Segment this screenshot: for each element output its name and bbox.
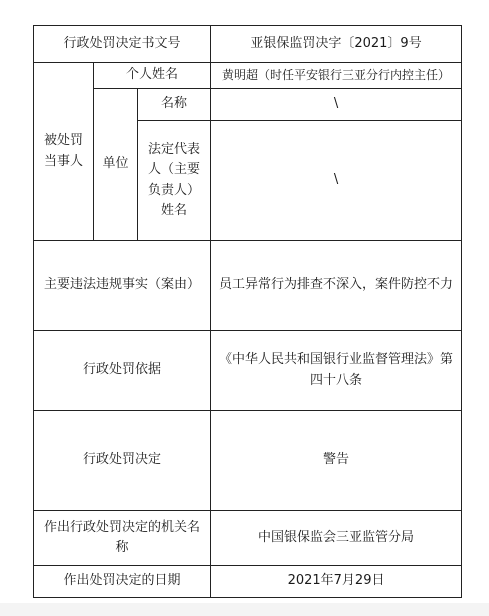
- penalty-table: [33, 25, 462, 598]
- date-label: 作出处罚决定的日期: [34, 566, 211, 598]
- authority-label: 作出行政处罚决定的机关名称: [34, 511, 211, 566]
- date-value: 2021年7月29日: [211, 566, 462, 598]
- row-individual-name: [34, 63, 462, 89]
- row-basis: [34, 331, 462, 411]
- row-authority: [34, 511, 462, 566]
- unit-representative-value: \: [211, 121, 462, 241]
- basis-label: 行政处罚依据: [34, 331, 211, 411]
- unit-label: 单位: [94, 89, 138, 241]
- facts-label: 主要违法违规事实（案由）: [34, 241, 211, 331]
- doc-number-value: 亚银保监罚决字〔2021〕9号: [211, 26, 462, 63]
- unit-representative-label: 法定代表人（主要负责人）姓名: [138, 121, 211, 241]
- decision-label: 行政处罚决定: [34, 411, 211, 511]
- basis-value: 《中华人民共和国银行业监督管理法》第四十八条: [211, 331, 462, 411]
- row-date: [34, 566, 462, 598]
- row-doc-number: [34, 26, 462, 63]
- party-label: 被处罚当事人: [34, 63, 94, 241]
- doc-number-label: 行政处罚决定书文号: [34, 26, 211, 63]
- facts-value: 员工异常行为排查不深入，案件防控不力: [211, 241, 462, 331]
- individual-name-label: 个人姓名: [94, 63, 211, 89]
- row-unit-name: [34, 89, 462, 121]
- individual-name-value: 黄明超（时任平安银行三亚分行内控主任）: [211, 63, 462, 89]
- row-decision: [34, 411, 462, 511]
- unit-name-label: 名称: [138, 89, 211, 121]
- unit-name-value: \: [211, 89, 462, 121]
- decision-value: 警告: [211, 411, 462, 511]
- authority-value: 中国银保监会三亚监管分局: [211, 511, 462, 566]
- row-facts: [34, 241, 462, 331]
- page-footer-band: [0, 603, 489, 616]
